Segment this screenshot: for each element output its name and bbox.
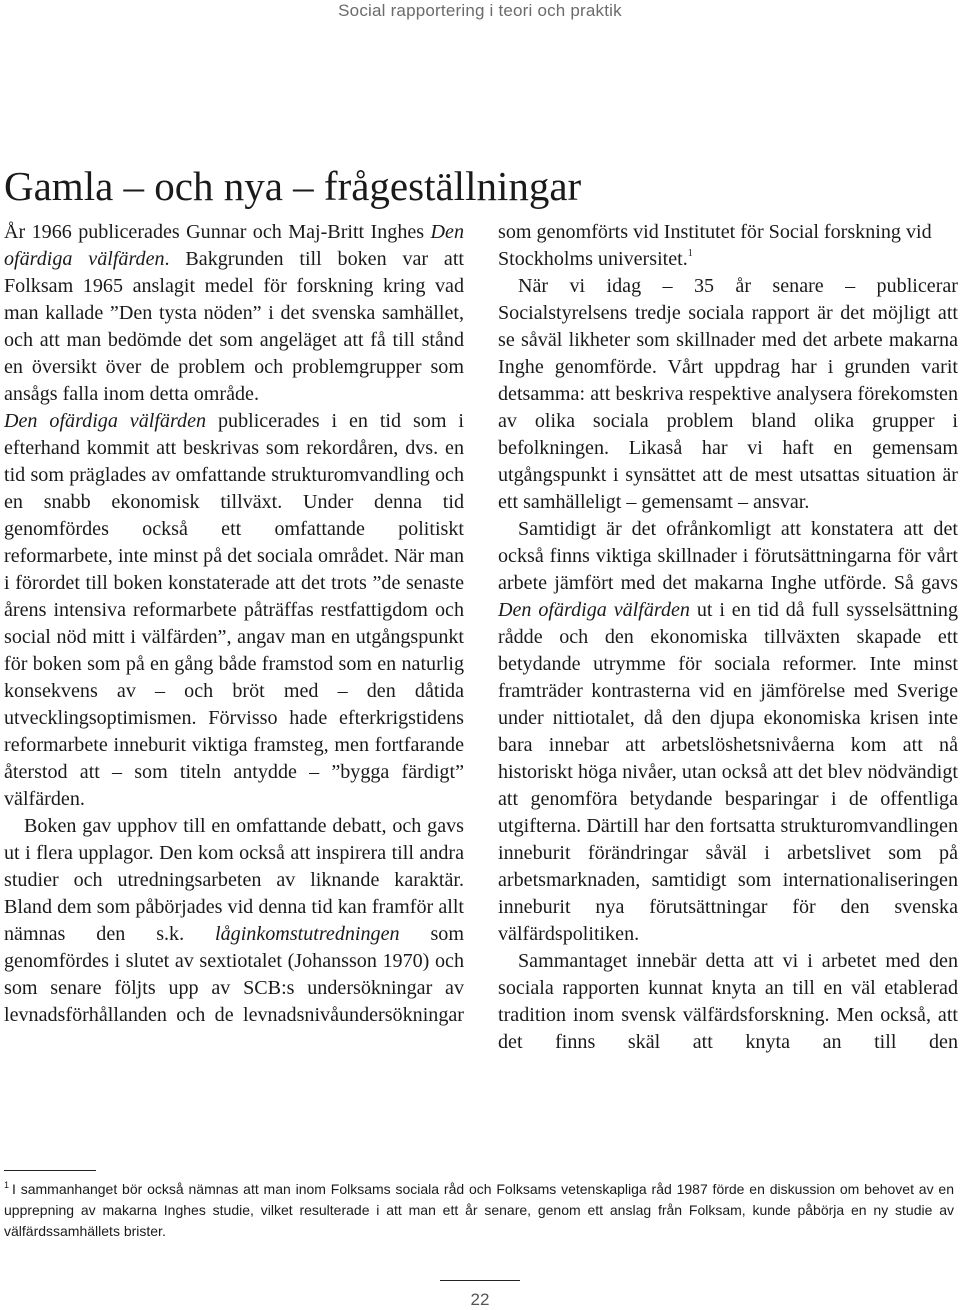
footnote-reference[interactable]: 1 [687,248,693,259]
footnote [4,1179,954,1242]
left-paragraph-1: År 1966 publicerades Gunnar och Maj-Britt Inghes Den ofärdiga välfärden. Bakgrunden till boken var att Folksam 1965 anslagit medel för forskning kring vad man kallade ”Den tysta nöden” i det svenska samhället, och att man bedömde det som angeläget att få till stånd en översikt över de problem och problemgrupper som ansågs falla inom detta område. [4,221,464,405]
left-paragraph-2: Den ofärdiga välfärden publicerades i en tid som i efterhand kommit att beskrivas som rekordåren, dvs. en tid som präglades av omfattande strukturomvandling och en snabb ekonomisk tillväxt. Under denna tid genomfördes också ett omfattande politiskt reformarbete, inte minst på det sociala området. När man i förordet till boken konstaterade att det trots ”de senaste årens intensiva reformarbete påträffas restfattigdom och social nöd mitt i välfärden”, angav man en utgångspunkt för boken som på en gång både framstod som en naturlig konsekvens av – och bröt med – den dåtida utvecklingsoptimismen. Förvisso hade efterkrigstidens reformarbete inneburit viktiga framsteg, men fortfarande återstod att – som titeln antydde – ”bygga färdigt” välfärden. [4,410,464,810]
section-title: Gamla – och nya – frågeställningar [4,163,582,209]
running-header: Social rapportering i teori och praktik [338,1,622,20]
footnote-text: I sammanhanget bör också nämnas att man inom Folksams sociala råd och Folksams vetenskapliga råd 1987 förde en diskussion om behovet av en upprepning av makarna Inghes studie, vilket resulterade i att man ett år senare, genom ett anslag från Folksam, kunde påbörja en ny studie av välfärdssamhällets brister. [4,1181,954,1239]
book-title-italic: Den ofärdiga välfärden [4,221,464,270]
footnote-marker: 1 [4,1180,10,1190]
right-paragraph-3: Samtidigt är det ofrånkomligt att konstatera att det också finns viktiga skillnader i förutsättningarna för vårt arbete jämfört med det makarna Inghe utförde. Så gavs Den ofärdiga välfärden ut i en tid då full sysselsättning rådde och den ekonomiska tillväxten skapade ett betydande utrymme för sociala reformer. Inte minst framträder kontrasterna vid en jämförelse med Sverige under nittiotalet, då den djupa ekonomiska krisen inte bara innebar att arbetslöshetsnivåerna kom att nå historiskt höga nivåer, utan också att det blev nödvändigt att genomföra betydande besparingar i de offentliga utgifterna. Därtill har den fortsatta strukturomvandlingen inneburit förändringar såväl i arbetslivet som på arbetsmarknaden, samtidigt som internationaliseringen inneburit nya förutsättningar för den svenska välfärdspolitiken. [498,518,958,945]
page-number: 22 [470,1290,490,1309]
page-number-divider [440,1280,520,1281]
right-paragraph-2: När vi idag – 35 år senare – publicerar Socialstyrelsens tredje sociala rapport är det möjligt att se såväl likheter som skillnader med det arbete makarna Inghe genomförde. Vårt uppdrag har i grunden varit detsamma: att beskriva respektive analysera förekomsten av olika sociala problem bland olika grupper i befolkningen. Likaså har vi haft en gemensam utgångspunkt i synsättet att de mest utsattas situation är ett samhälleligt – gemensamt – ansvar. [498,275,958,513]
book-title-italic: Den ofärdiga välfärden [498,599,690,621]
left-paragraph-3: Boken gav upphov till en omfattande debatt, och gavs ut i flera upplagor. Den kom också att inspirera till andra studier och utredningsarbeten av liknande karaktär. Bland dem som påbörjades vid denna tid kan framför allt nämnas den s.k. låginkomstutredningen som genomfördes i slutet av sextiotalet (Johansson 1970) och som senare följts upp av SCB:s undersökningar av levnadsförhållanden och de levnadsnivåundersökningar [4,815,464,1026]
right-column [498,219,958,1056]
left-column [4,219,464,1029]
right-paragraph-4: Sammantaget innebär detta att vi i arbetet med den sociala rapporten kunnat knyta an till en väl etablerad tradition inom svensk välfärdsforskning. Men också, att det finns skäl att knyta an till den [498,950,958,1053]
report-title-italic: låginkomstutredningen [215,923,400,945]
book-title-italic: Den ofärdiga välfärden [4,410,207,432]
right-paragraph-1: som genomförts vid Institutet för Social forskning vid Stockholms universitet.$^1$ [498,221,932,270]
footnote-divider [4,1170,96,1171]
